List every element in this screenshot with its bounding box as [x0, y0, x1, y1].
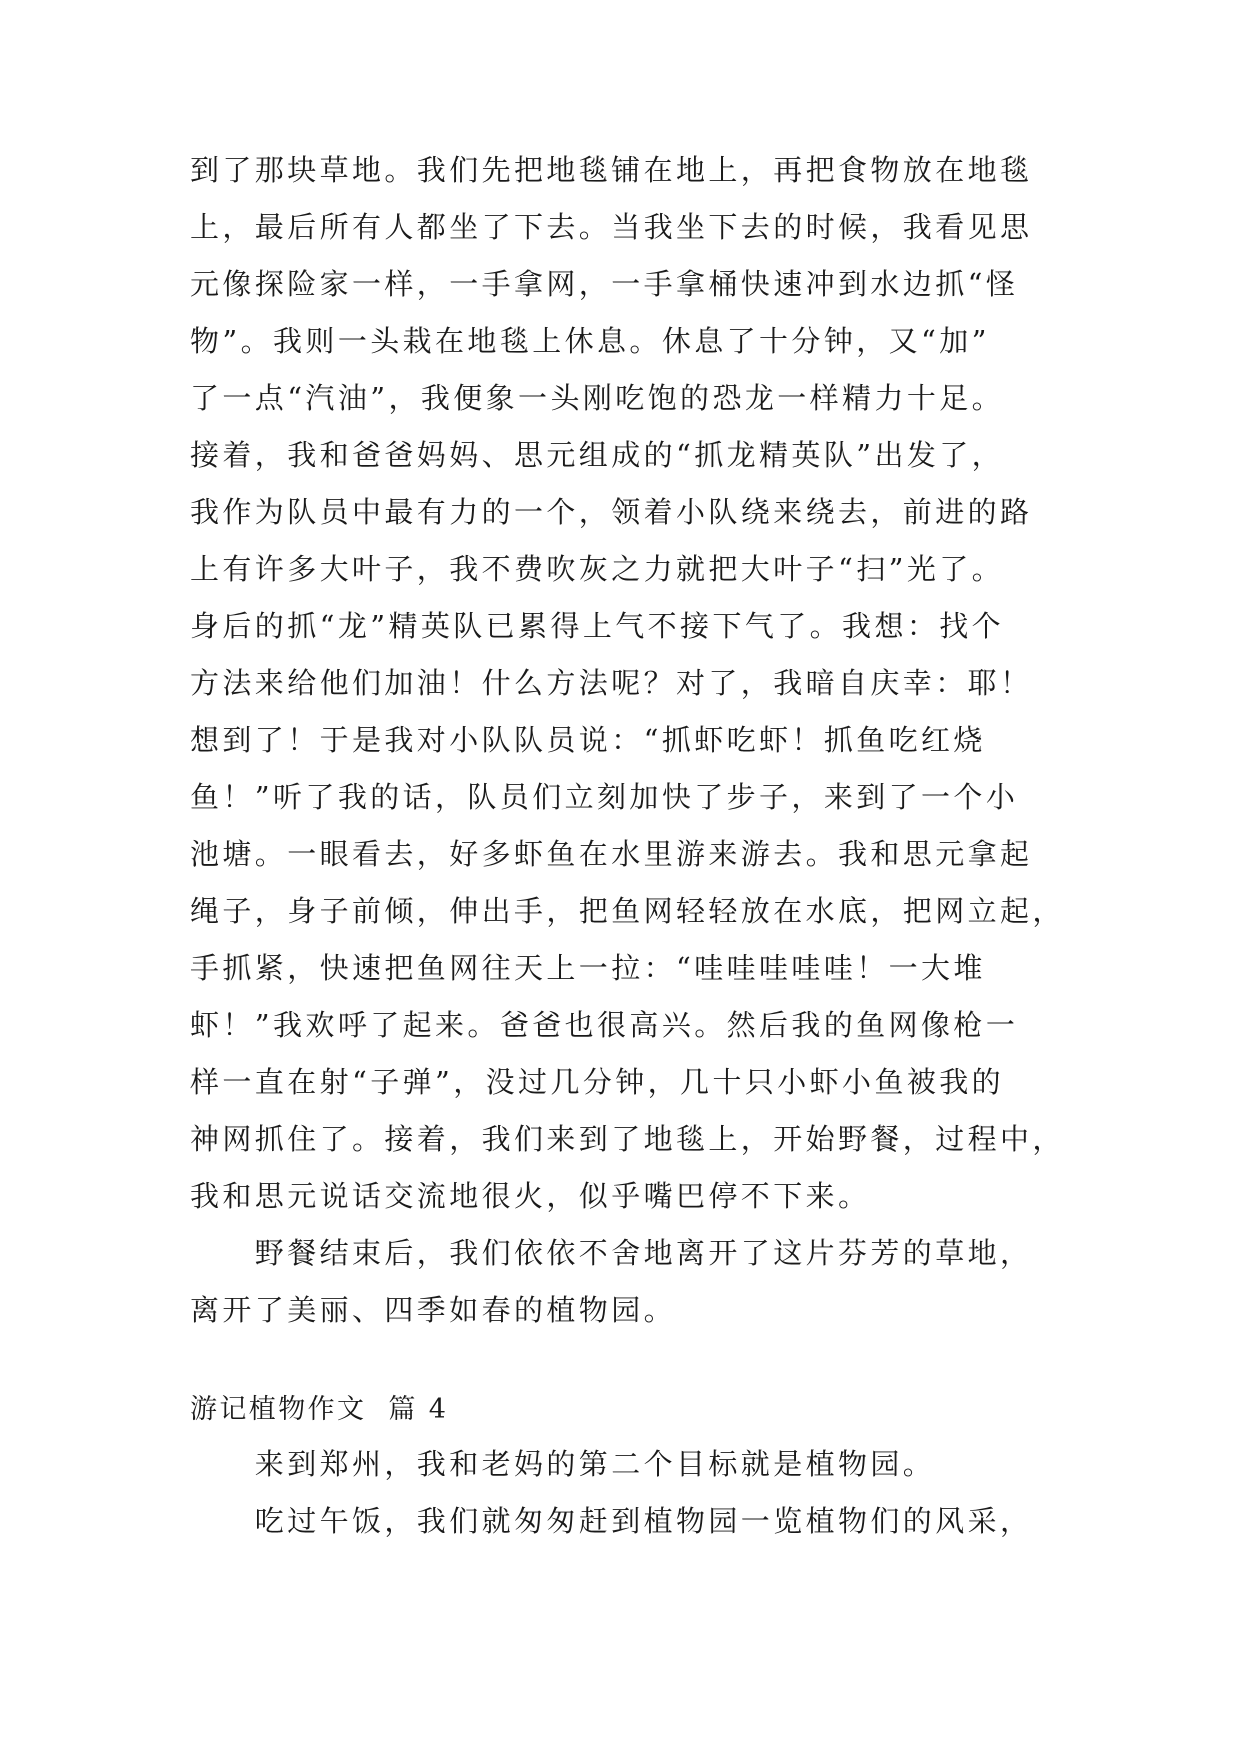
text-line: 了一点“汽油”，我便象一头刚吃饱的恐龙一样精力十足。: [190, 381, 1005, 415]
text-line: 接着，我和爸爸妈妈、思元组成的“抓龙精英队”出发了，: [190, 438, 1005, 472]
text-line: 上有许多大叶子，我不费吹灰之力就把大叶子“扫”光了。: [190, 552, 1005, 586]
text-line: 手抓紧，快速把鱼网往天上一拉：“哇哇哇哇哇！一大堆: [190, 951, 986, 985]
text-line: 绳子，身子前倾，伸出手，把鱼网轻轻放在水底，把网立起，: [190, 894, 1065, 928]
text-line: 虾！”我欢呼了起来。爸爸也很高兴。然后我的鱼网像枪一: [190, 1008, 1019, 1042]
text-line: 离开了美丽、四季如春的植物园。: [190, 1293, 677, 1327]
text-line: 鱼！”听了我的话，队员们立刻加快了步子，来到了一个小: [190, 780, 1019, 814]
text-line: 元像探险家一样，一手拿网，一手拿桶快速冲到水边抓“怪: [190, 267, 1019, 301]
text-line: 上，最后所有人都坐了下去。当我坐下去的时候，我看见思: [190, 210, 1033, 244]
section-heading: 游记植物作文 篇 4: [190, 1394, 449, 1425]
text-line: 池塘。一眼看去，好多虾鱼在水里游来游去。我和思元拿起: [190, 837, 1033, 871]
text-line: 样一直在射“子弹”，没过几分钟，几十只小虾小鱼被我的: [190, 1065, 1005, 1099]
text-line: 野餐结束后，我们依依不舍地离开了这片芬芳的草地，: [190, 1236, 1033, 1270]
text-line: 来到郑州，我和老妈的第二个目标就是植物园。: [190, 1447, 936, 1481]
text-line: 我和思元说话交流地很火，似乎嘴巴停不下来。: [190, 1179, 871, 1213]
text-line: 想到了！于是我对小队队员说：“抓虾吃虾！抓鱼吃红烧: [190, 723, 986, 757]
essay-body: [190, 142, 1070, 1339]
text-line: 方法来给他们加油！什么方法呢？对了，我暗自庆幸：耶！: [190, 666, 1033, 700]
section-body: [190, 1436, 1070, 1550]
text-line: 我作为队员中最有力的一个，领着小队绕来绕去，前进的路: [190, 495, 1033, 529]
text-line: 物”。我则一头栽在地毯上休息。休息了十分钟，又“加”: [190, 324, 990, 358]
text-line: 到了那块草地。我们先把地毯铺在地上，再把食物放在地毯: [190, 153, 1033, 187]
text-line: 吃过午饭，我们就匆匆赶到植物园一览植物们的风采，: [190, 1504, 1033, 1538]
text-line: 神网抓住了。接着，我们来到了地毯上，开始野餐，过程中，: [190, 1122, 1065, 1156]
text-line: 身后的抓“龙”精英队已累得上气不接下气了。我想：找个: [190, 609, 1005, 643]
